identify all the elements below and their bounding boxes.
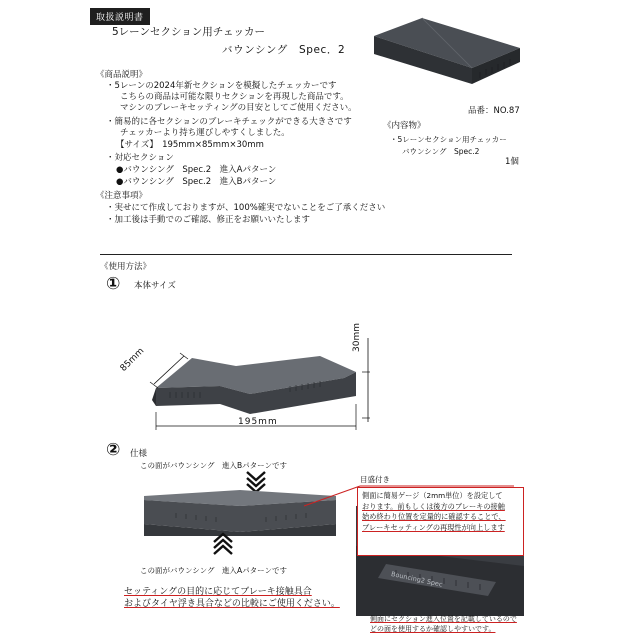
scale-note-line: 始め終わり位置を定量的に確認することで、 bbox=[362, 512, 506, 522]
step1-number: ① bbox=[106, 274, 121, 294]
description-line: チェッカーより持ち運びしやすくしました。 bbox=[120, 128, 290, 138]
description-line: こちらの商品は可能な限りセクションを再現した商品です。 bbox=[120, 92, 349, 102]
compat-item: ●バウンシング Spec.2 進入Aパターン bbox=[116, 165, 277, 175]
description-line: ・簡易的に各セクションのブレーキチェックができる大きさです bbox=[106, 117, 352, 127]
dimension-width-label: 195mm bbox=[238, 417, 278, 427]
engraving-text: Bouncing2 Spec bbox=[390, 570, 444, 589]
step2-number: ② bbox=[106, 440, 121, 460]
compat-item: ●バウンシング Spec.2 進入Bパターン bbox=[116, 177, 277, 187]
contents-item-name: バウンシング Spec.2 bbox=[402, 147, 480, 156]
section-divider bbox=[100, 254, 512, 255]
bottom-note bbox=[124, 586, 340, 610]
top-surface-label: この面がバウンシング 進入Bパターンです bbox=[140, 461, 287, 470]
chevron-up-icon bbox=[212, 532, 234, 558]
side-note-line: どの面を使用するか確認しやすいです。 bbox=[370, 625, 496, 633]
bottom-note-line: およびタイヤ浮き具合などの比較にご使用ください。 bbox=[124, 599, 340, 609]
size-spec: 【サイズ】 195mm×85mm×30mm bbox=[116, 140, 264, 150]
dimension-diagram bbox=[100, 300, 390, 450]
scale-note-line: 側面に簡易ゲージ（2mm単位）を設定して bbox=[362, 491, 503, 500]
contents-quantity: 1個 bbox=[505, 157, 519, 167]
side-note bbox=[370, 614, 517, 634]
scale-callout-box bbox=[357, 487, 524, 556]
contents-item: ・5レーンセクション用チェッカー bbox=[390, 135, 507, 144]
description-heading: 《商品説明》 bbox=[96, 70, 148, 80]
caution-line: ・実せにて作成しておりますが、100%確実でないことをご了承ください bbox=[106, 203, 386, 213]
scale-note-line: おります。前もしくは後方のブレーキの接触 bbox=[362, 501, 505, 511]
product-photo-top bbox=[368, 10, 524, 98]
contents-heading: 《内容物》 bbox=[383, 121, 426, 131]
scale-note-line: ブレーキセッティングの再現性が向上します bbox=[362, 522, 505, 532]
step2-title: 仕様 bbox=[130, 449, 148, 459]
side-note-line: 側面にセクション進入位置を記載しているので bbox=[370, 615, 517, 623]
part-number: 品番：NO.87 bbox=[468, 106, 520, 116]
bottom-surface-label: この面がバウンシング 進入Aパターンです bbox=[140, 566, 287, 575]
description-line: マシンのブレーキセッティングの目安としてご使用ください。 bbox=[120, 103, 357, 113]
compat-heading: ・対応セクション bbox=[106, 153, 174, 163]
dimension-height-label: 30mm bbox=[352, 323, 362, 352]
bottom-note-line: セッティングの目的に応じてブレーキ接触具合 bbox=[124, 587, 312, 597]
usage-heading: 《使用方法》 bbox=[100, 262, 152, 272]
page-title-line1: 5レーンセクション用チェッカー bbox=[112, 26, 265, 38]
manual-badge: 取扱説明書 bbox=[90, 8, 150, 25]
description-line: ・5レーンの2024年新セクションを模擬したチェッカーです bbox=[106, 81, 337, 91]
page-title-line2: バウンシング Spec．2 bbox=[222, 44, 346, 56]
dimension-depth-label: 85mm bbox=[118, 346, 147, 374]
caution-line: ・加工後は手動でのご確認、修正をお願いいたします bbox=[106, 215, 311, 225]
scale-heading: 目盛付き bbox=[360, 475, 390, 484]
caution-heading: 《注意事項》 bbox=[96, 191, 148, 201]
step1-title: 本体サイズ bbox=[134, 281, 176, 291]
